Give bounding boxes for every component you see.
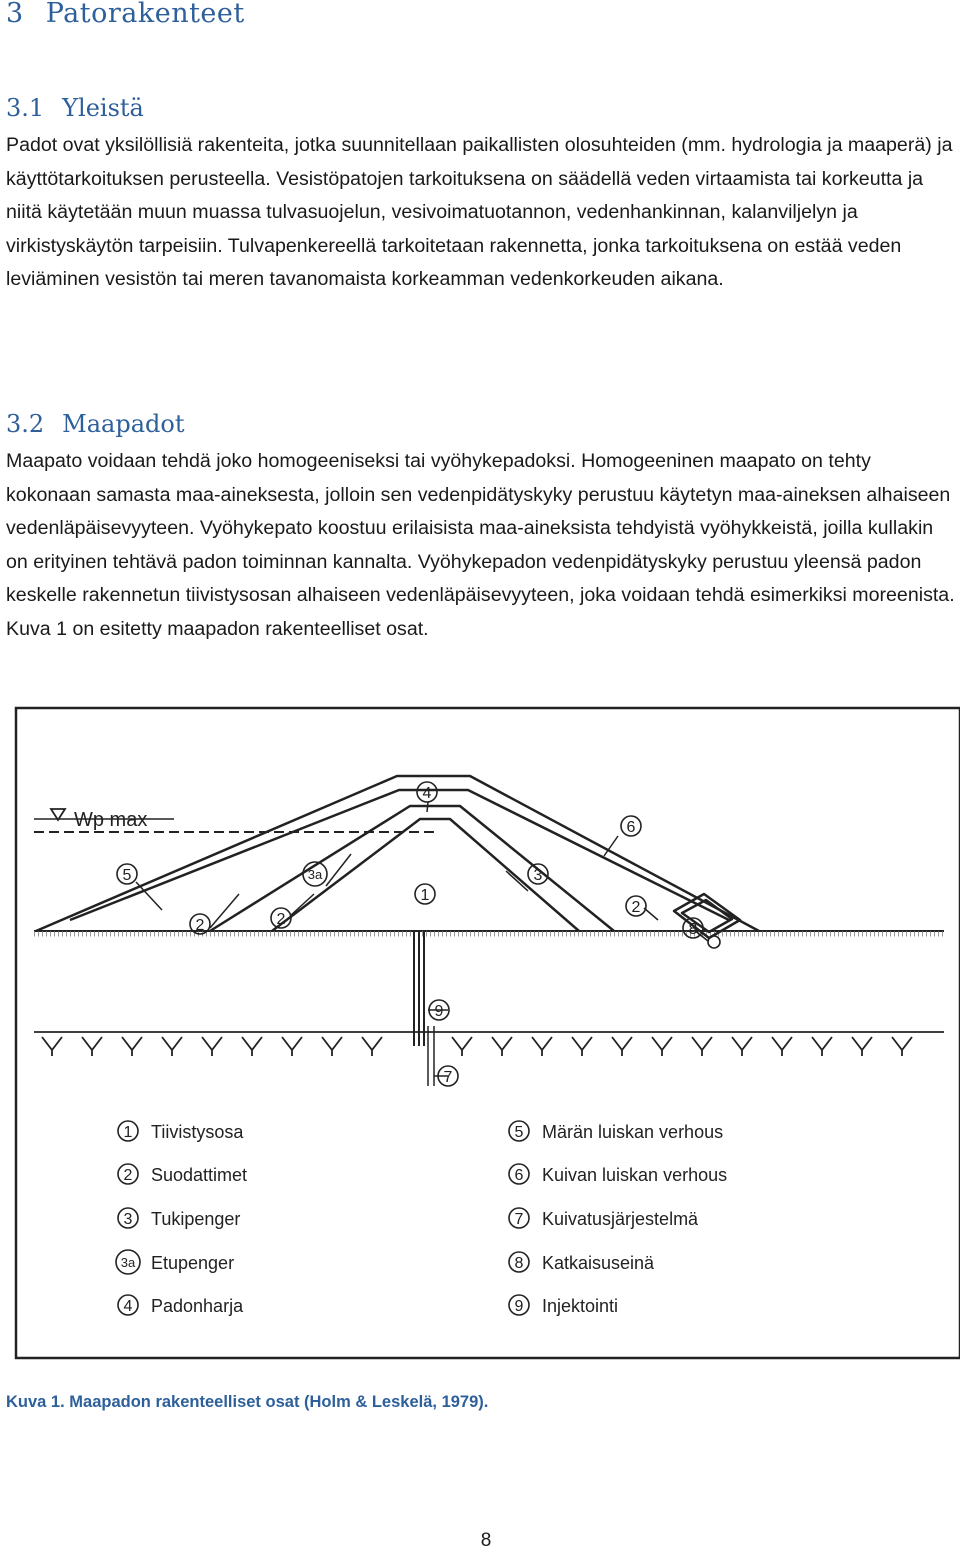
callout-6 [621, 816, 641, 836]
svg-text:7: 7 [443, 1069, 453, 1086]
subsection-number: 3.2 [6, 410, 45, 438]
legend-item-3 [118, 1208, 240, 1229]
svg-text:5: 5 [514, 1124, 524, 1141]
callout-5 [117, 864, 137, 884]
cutoff-wall [414, 931, 424, 1046]
svg-text:2: 2 [276, 911, 286, 928]
legend-item-4 [118, 1295, 244, 1316]
svg-text:Katkaisuseinä: Katkaisuseinä [542, 1253, 655, 1273]
section-number: 3 [6, 0, 24, 29]
svg-text:4: 4 [422, 785, 432, 802]
svg-text:3a: 3a [307, 867, 323, 882]
svg-text:Padonharja: Padonharja [151, 1296, 244, 1316]
callout-2-left [190, 914, 210, 934]
subsection-title: Maapadot [62, 410, 185, 438]
svg-text:Suodattimet: Suodattimet [151, 1165, 248, 1185]
svg-text:Tukipenger: Tukipenger [151, 1209, 241, 1229]
callout-3-right [575, 864, 595, 884]
svg-text:2: 2 [123, 1167, 133, 1184]
dam-cross-section-diagram [14, 706, 960, 1360]
subsection-title: Yleistä [62, 94, 144, 122]
svg-text:9: 9 [434, 1003, 444, 1020]
legend-item-8 [509, 1252, 655, 1273]
svg-text:1: 1 [123, 1124, 133, 1141]
ground-surface [34, 931, 944, 934]
svg-text:5: 5 [122, 867, 132, 884]
svg-text:6: 6 [514, 1167, 524, 1184]
svg-text:Kuivan luiskan verhous: Kuivan luiskan verhous [542, 1165, 728, 1185]
dam-figure [14, 706, 960, 1360]
svg-text:3: 3 [123, 1211, 133, 1228]
svg-text:Etupenger: Etupenger [151, 1253, 235, 1273]
section-heading [6, 0, 245, 29]
svg-text:9: 9 [514, 1298, 524, 1315]
dam-outer-profile [36, 776, 759, 931]
svg-text:Tiivistysosa: Tiivistysosa [151, 1122, 244, 1142]
svg-text:2: 2 [631, 899, 641, 916]
paragraph-maapadot: Maapato voidaan tehdä joko homogeeniseksi tai vyöhykepadoksi. Homogeeninen maapato on tehty kokonaan samasta maa-aineksesta, jolloin sen vedenpidätyskyky perustuu käytetyn maa-aineksen alhaiseen vedenläpäisevyyteen. Vyöhykepato koostuu erilaisista maa-aineksista tehdyistä vyöhykkeistä, joilla kullakin on erityinen tehtävä padon toiminnan kannalta. Vyöhykepadon vedenpidätyskyky perustuu yleensä padon keskelle rakennetun tiivistysosan alhaiseen vedenläpäisevyyteen, joka voidaan tehdä esimerkiksi moreenista. Kuva 1 on esitetty maapadon rakenteelliset osat. [6, 450, 955, 640]
svg-text:Märän luiskan verhous: Märän luiskan verhous [542, 1122, 724, 1142]
legend-item-5 [509, 1121, 723, 1142]
svg-text:3a: 3a [120, 1255, 136, 1270]
injection-lines [428, 1026, 434, 1086]
svg-text:Injektointi: Injektointi [542, 1296, 619, 1316]
callout-2-right [626, 896, 646, 916]
legend-item-3a [116, 1250, 234, 1274]
svg-text:6: 6 [626, 819, 636, 836]
water-level-label: Wp max [74, 809, 148, 831]
legend-item-2 [118, 1164, 247, 1185]
subsection-heading-maapadot [6, 410, 185, 438]
callout-leaders [136, 802, 708, 1076]
figure-legend [116, 1121, 727, 1316]
svg-text:8: 8 [514, 1255, 524, 1272]
water-level-marker [34, 809, 439, 832]
svg-text:3: 3 [533, 867, 543, 884]
svg-text:Kuivatusjärjestelmä: Kuivatusjärjestelmä [542, 1209, 699, 1229]
callout-1 [415, 884, 435, 904]
page-number: 8 [480, 1530, 492, 1551]
subsection-number: 3.1 [6, 94, 45, 122]
svg-text:2: 2 [195, 917, 205, 934]
legend-item-7 [509, 1208, 699, 1229]
subsection-heading-yleista [6, 94, 144, 122]
svg-text:7: 7 [514, 1211, 524, 1228]
slope-cover-inner-line [70, 790, 729, 920]
svg-text:8: 8 [688, 921, 698, 938]
svg-text:1: 1 [420, 887, 430, 904]
svg-text:4: 4 [123, 1298, 133, 1315]
legend-item-9 [509, 1295, 618, 1316]
section-title: Patorakenteet [45, 0, 245, 29]
legend-item-6 [509, 1164, 727, 1185]
bedrock-line [34, 1032, 944, 1056]
legend-item-1 [118, 1121, 244, 1142]
figure-caption: Kuva 1. Maapadon rakenteelliset osat (Holm & Leskelä, 1979). [6, 1393, 489, 1411]
callout-4 [417, 782, 437, 802]
paragraph-yleista: Padot ovat yksilöllisiä rakenteita, jotka suunnitellaan paikallisten olosuhteiden (mm. hydrologia ja maaperä) ja käyttötarkoituksen perusteella. Vesistöpatojen tarkoituksena on säädellä veden virtaamista tai korkeutta ja niitä käytetään muun muassa tulvasuojelun, vesivoimatuotannon, vedenhankinnan, kalanviljelyn ja virkistyskäytön tarpeisiin. Tulvapenkereellä tarkoitetaan rakennetta, jonka tarkoituksena on estää veden leviäminen vesistön tai meren tavanomaista korkeamman vedenkorkeuden aikana. [6, 134, 953, 290]
